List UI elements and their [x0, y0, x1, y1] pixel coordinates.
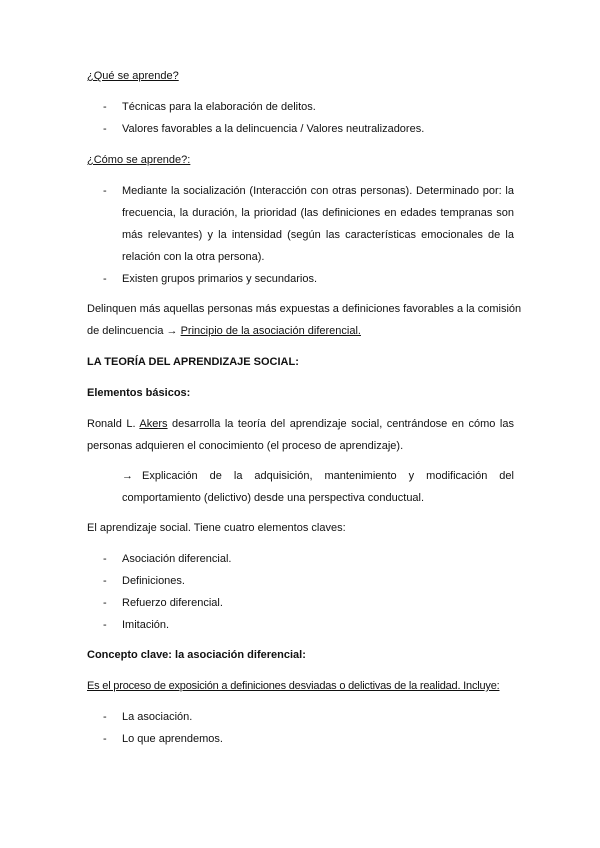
list-item: Valores favorables a la delincuencia / Valores neutralizadores.: [122, 123, 425, 135]
paragraph-line: personas adquieren el conocimiento (el proceso de aprendizaje).: [87, 440, 404, 452]
concept-heading: Concepto clave: la asociación diferencial:: [87, 649, 306, 661]
bullet-dash: -: [103, 597, 107, 609]
list-item: Imitación.: [122, 619, 170, 631]
bullet-dash: -: [103, 273, 107, 285]
paragraph-line: Mediante la socialización (Interacción con otras personas). Determinado por: la: [122, 185, 514, 197]
bullet-dash: -: [103, 733, 107, 745]
list-item: Existen grupos primarios y secundarios.: [122, 273, 318, 285]
list-item: Refuerzo diferencial.: [122, 597, 223, 609]
list-item: Asociación diferencial.: [122, 553, 232, 565]
author-name: Akers: [139, 418, 168, 430]
paragraph-line: comportamiento (delictivo) desde una perspectiva conductual.: [122, 492, 425, 504]
principle-link-text: Principio de la asociación diferencial.: [180, 325, 361, 337]
text-prefix: de delincuencia: [87, 325, 164, 337]
paragraph-line: frecuencia, la duración, la prioridad (las definiciones en edades tempranas son: [122, 207, 514, 219]
paragraph-line: [87, 418, 514, 430]
bullet-dash: -: [103, 101, 107, 113]
bullet-dash: -: [103, 185, 107, 197]
bullet-dash: -: [103, 123, 107, 135]
arrow-right-icon: →: [166, 325, 178, 337]
arrow-right-icon: →: [122, 470, 133, 482]
bullet-dash: -: [103, 711, 107, 723]
paragraph-line: Delinquen más aquellas personas más expuestas a definiciones favorables a la comisión: [87, 303, 522, 315]
bullet-dash: -: [103, 575, 107, 587]
paragraph-line: El aprendizaje social. Tiene cuatro elementos claves:: [87, 522, 346, 534]
paragraph-line: relación con la otra persona).: [122, 251, 265, 263]
section-title: LA TEORÍA DEL APRENDIZAJE SOCIAL:: [87, 356, 299, 368]
subsection-title: Elementos básicos:: [87, 387, 191, 399]
bullet-dash: -: [103, 553, 107, 565]
bullet-dash: -: [103, 619, 107, 631]
heading-como-se-aprende: ¿Cómo se aprende?:: [87, 154, 191, 166]
paragraph-line: [87, 325, 361, 337]
heading-que-se-aprende: ¿Qué se aprende?: [87, 70, 179, 82]
paragraph-line: Explicación de la adquisición, mantenimiento y modificación del: [142, 470, 514, 482]
list-item: Definiciones.: [122, 575, 185, 587]
paragraph-line: más relevantes) y la intensidad (según las características emocionales de la: [122, 229, 514, 241]
list-item: Técnicas para la elaboración de delitos.: [122, 101, 316, 113]
text-segment: Ronald L.: [87, 418, 136, 430]
list-item: Lo que aprendemos.: [122, 733, 223, 745]
concept-definition: Es el proceso de exposición a definiciones desviadas o delictivas de la realidad. Incluye:: [87, 680, 500, 692]
text-segment: desarrolla la teoría del aprendizaje social, centrándose en cómo las: [172, 418, 514, 430]
list-item: La asociación.: [122, 711, 193, 723]
